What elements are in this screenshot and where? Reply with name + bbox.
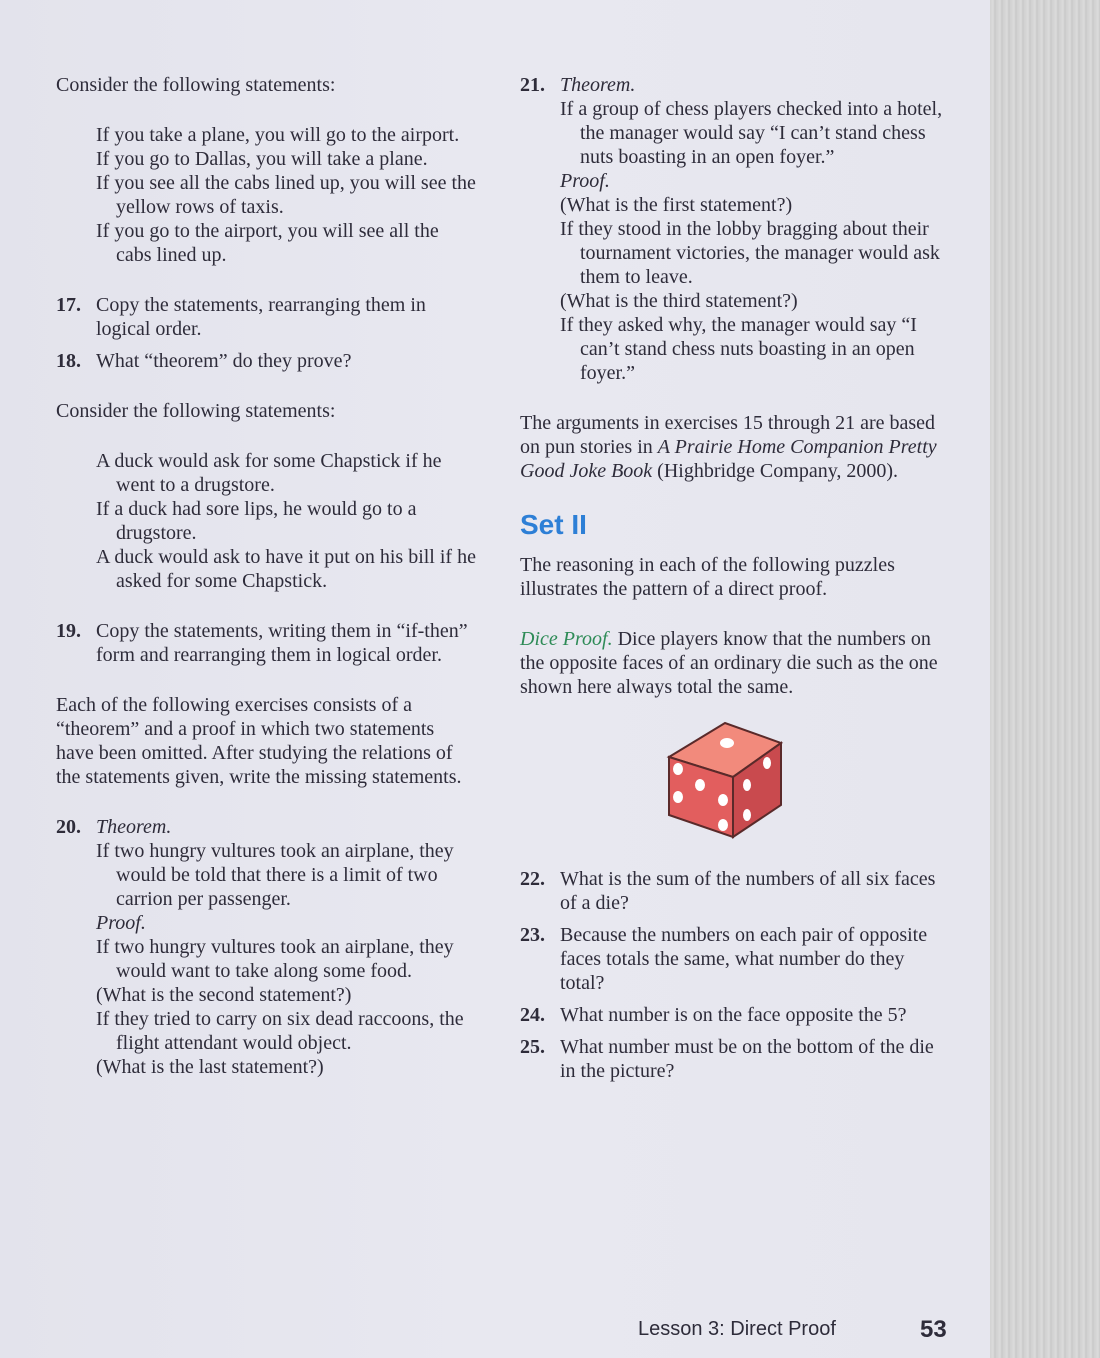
die-pip	[718, 794, 728, 806]
statement: If you see all the cabs lined up, you will see the yellow rows of taxis.	[96, 172, 476, 218]
exercise-text: What is the sum of the numbers of all six faces of a die?	[560, 868, 936, 914]
source-note-pre: The arguments in exercises 15 through 21 are based on pun stories in	[520, 412, 936, 458]
dice-proof-intro	[520, 627, 950, 699]
set-intro: The reasoning in each of the following puzzles illustrates the pattern of a direct proof.	[520, 554, 895, 600]
page-number: 53	[920, 1316, 947, 1343]
exercise-22	[520, 867, 950, 915]
die-pip	[718, 819, 728, 831]
proof-label: Proof.	[96, 912, 146, 934]
left-column	[56, 73, 476, 1079]
die-pip	[673, 791, 683, 803]
exercise-number: 24.	[520, 1004, 545, 1026]
theorem-text: If two hungry vultures took an airplane, they would be told that there is a limit of two carrion per passenger.	[96, 840, 454, 910]
theorem-label: Theorem.	[96, 816, 172, 838]
set-heading: Set II	[520, 509, 587, 540]
exercise-text: What number is on the face opposite the 5?	[560, 1004, 907, 1026]
exercise-18	[56, 349, 476, 373]
die-pip	[743, 779, 751, 791]
statement: If you take a plane, you will go to the airport.	[96, 124, 460, 146]
exercise-17	[56, 293, 476, 341]
dice-proof-text: Dice players know that the numbers on the opposite faces of an ordinary die such as the one shown here always total the same.	[520, 628, 938, 698]
proof-line: If they tried to carry on six dead raccoons, the flight attendant would object.	[96, 1008, 464, 1054]
statement: If you go to Dallas, you will take a plane.	[96, 148, 428, 170]
exercise-text: Because the numbers on each pair of opposite faces totals the same, what number do they total?	[560, 924, 928, 994]
proof-question: (What is the second statement?)	[96, 984, 352, 1006]
exercise-text: Copy the statements, writing them in “if-then” form and rearranging them in logical order.	[96, 620, 468, 666]
source-note	[520, 411, 950, 483]
source-note-post: (Highbridge Company, 2000).	[652, 460, 899, 482]
statement: A duck would ask for some Chapstick if he went to a drugstore.	[96, 450, 442, 496]
proof-line: If they stood in the lobby bragging about their tournament victories, the manager would ask them to leave.	[560, 218, 940, 288]
proof-line: If two hungry vultures took an airplane, they would want to take along some food.	[96, 936, 454, 982]
statement-list-1	[56, 123, 476, 267]
exercise-text: Copy the statements, rearranging them in logical order.	[96, 294, 426, 340]
exercise-number: 21.	[520, 74, 545, 96]
exercise-text: What “theorem” do they prove?	[96, 350, 352, 372]
exercise-21	[520, 73, 950, 385]
exercise-number: 20.	[56, 816, 81, 838]
die-pip	[763, 757, 771, 769]
die-pip	[743, 809, 751, 821]
statement: If a duck had sore lips, he would go to a drugstore.	[96, 498, 417, 544]
exercise-number: 17.	[56, 294, 81, 316]
exercise-25	[520, 1035, 950, 1083]
footer-lesson-title: Lesson 3: Direct Proof	[638, 1318, 836, 1340]
exercise-number: 25.	[520, 1036, 545, 1058]
die-pip	[673, 763, 683, 775]
die-pip	[720, 738, 734, 748]
page-edge	[990, 0, 1100, 1358]
exercise-19	[56, 619, 476, 667]
theorem-label: Theorem.	[560, 74, 636, 96]
exercise-number: 18.	[56, 350, 81, 372]
theorem-text: If a group of chess players checked into a hotel, the manager would say “I can’t stand chess nuts boasting in an open foyer.”	[560, 98, 943, 168]
book-title: A Prairie Home Companion Pretty Good Joke Book	[520, 436, 937, 482]
exercise-text: What number must be on the bottom of the die in the picture?	[560, 1036, 934, 1082]
die-pip	[695, 779, 705, 791]
exercise-number: 23.	[520, 924, 545, 946]
intro-statements-1: Consider the following statements:	[56, 74, 336, 96]
exercise-number: 19.	[56, 620, 81, 642]
proof-line: If they asked why, the manager would say “I can’t stand chess nuts boasting in an open foyer.”	[560, 314, 917, 384]
dice-proof-title: Dice Proof.	[520, 628, 613, 650]
intro-missing-statements: Each of the following exercises consists of a “theorem” and a proof in which two statements have been omitted. After studying the relations of the statements given, write the missing statements.	[56, 694, 462, 788]
exercise-23	[520, 923, 950, 995]
statement: If you go to the airport, you will see all the cabs lined up.	[96, 220, 439, 266]
intro-statements-2: Consider the following statements:	[56, 400, 336, 422]
right-column	[520, 73, 950, 1083]
exercise-number: 22.	[520, 868, 545, 890]
proof-question: (What is the last statement?)	[96, 1056, 324, 1078]
statement-list-2	[56, 449, 476, 593]
proof-question: (What is the third statement?)	[560, 290, 798, 312]
statement: A duck would ask to have it put on his bill if he asked for some Chapstick.	[96, 546, 476, 592]
proof-question: (What is the first statement?)	[560, 194, 793, 216]
exercise-24	[520, 1003, 950, 1027]
proof-label: Proof.	[560, 170, 610, 192]
exercise-20	[56, 815, 476, 1079]
die-illustration	[665, 719, 785, 841]
